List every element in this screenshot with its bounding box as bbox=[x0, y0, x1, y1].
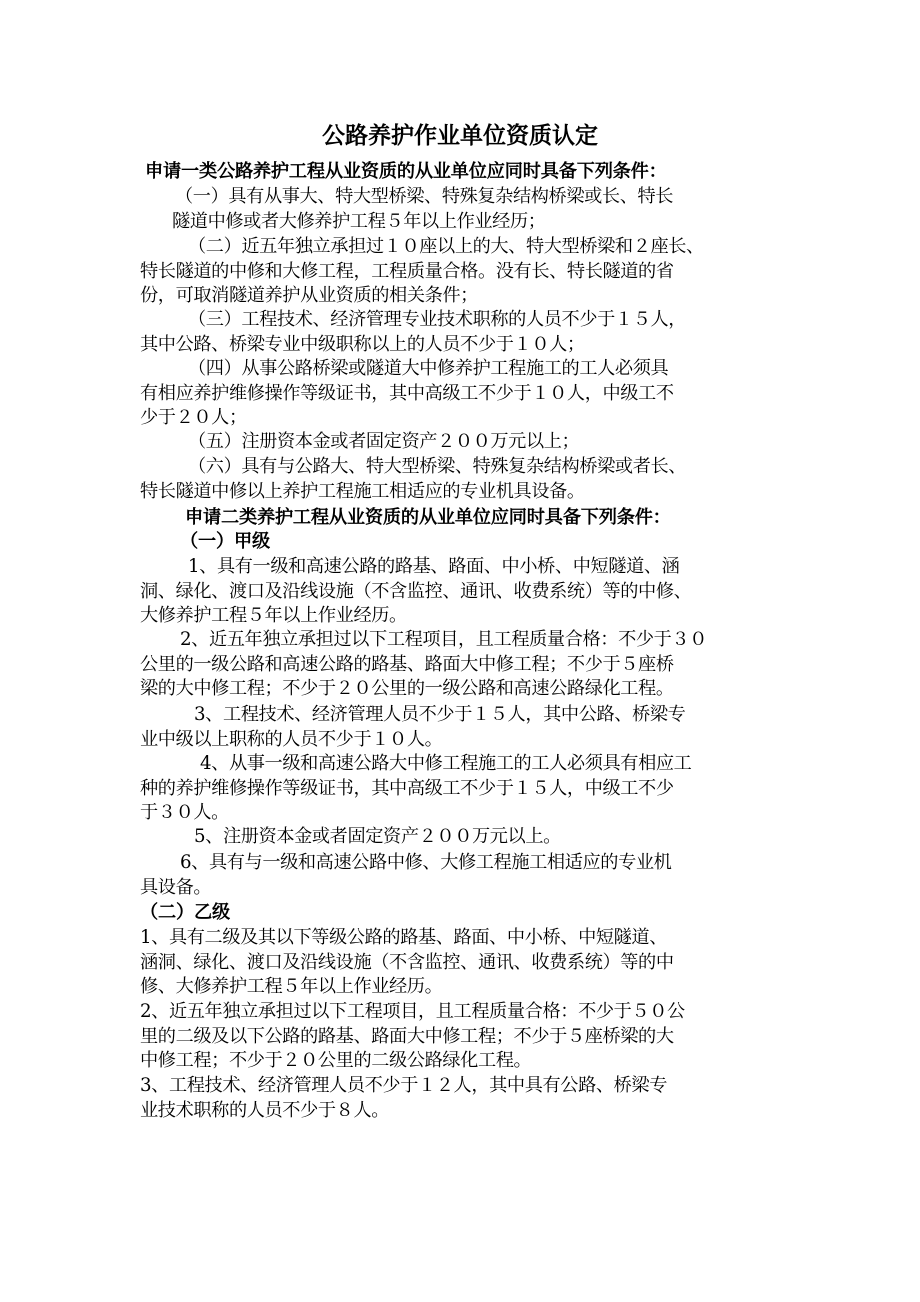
line: （五）注册资本金或者固定资产２００万元以上； bbox=[188, 431, 580, 452]
grade-a-item-4 bbox=[140, 752, 780, 826]
line: （六）具有与公路大、特大型桥梁、特殊复杂结构桥梁或者长、 bbox=[188, 456, 687, 477]
line: （一）具有从事大、特大型桥梁、特殊复杂结构桥梁或长、特长 bbox=[175, 186, 674, 207]
line: 特长隧道的中修和大修工程，工程质量合格。没有长、特长隧道的省 bbox=[140, 260, 674, 282]
line: 种的养护维修操作等级证书，其中高级工不少于１５人，中级工不少 bbox=[140, 777, 674, 799]
class1-item-4 bbox=[140, 357, 780, 431]
line: 有相应养护维修操作等级证书，其中高级工不少于１０人，中级工不 bbox=[140, 382, 674, 404]
grade-b-item-1 bbox=[140, 926, 780, 1000]
line: 2、近五年独立承担过以下工程项目，且工程质量合格：不少于３０ bbox=[180, 629, 708, 650]
line: 份，可取消隧道养护从业资质的相关条件； bbox=[140, 285, 478, 306]
class1-item-2 bbox=[140, 235, 780, 309]
page-title: 公路养护作业单位资质认定 bbox=[322, 123, 598, 149]
line: 1、具有一级和高速公路的路基、路面、中小桥、中短隧道、涵 bbox=[188, 556, 680, 577]
grade-b-item-2 bbox=[140, 1000, 780, 1074]
class2-heading: 申请二类养护工程从业资质的从业单位应同时具备下列条件： bbox=[185, 507, 671, 528]
class1-item-6 bbox=[140, 455, 780, 504]
line: 5、注册资本金或者固定资产２００万元以上。 bbox=[194, 826, 561, 847]
line: 6、具有与一级和高速公路中修、大修工程施工相适应的专业机 bbox=[180, 852, 672, 873]
line: 少于２０人； bbox=[140, 407, 247, 428]
line: 修、大修养护工程５年以上作业经历。 bbox=[140, 976, 443, 997]
line: （三）工程技术、经济管理专业技术职称的人员不少于１５人， bbox=[188, 309, 687, 330]
grade-b-item-3 bbox=[140, 1074, 780, 1123]
line: 梁的大中修工程；不少于２０公里的一级公路和高速公路绿化工程。 bbox=[140, 678, 674, 699]
line: 业中级以上职称的人员不少于１０人。 bbox=[140, 728, 443, 750]
line: 业技术职称的人员不少于８人。 bbox=[140, 1099, 390, 1121]
line: 于３０人。 bbox=[140, 802, 229, 823]
class1-item-5 bbox=[140, 430, 780, 455]
line: 1、具有二级及其以下等级公路的路基、路面、中小桥、中短隧道、 bbox=[140, 927, 668, 948]
line: 具设备。 bbox=[140, 876, 212, 898]
grade-a-item-6 bbox=[140, 851, 780, 900]
line: （四）从事公路桥梁或隧道大中修养护工程施工的工人必须具 bbox=[188, 358, 669, 379]
line: 4、从事一级和高速公路大中修工程施工的工人必须具有相应工 bbox=[200, 753, 692, 774]
line: 3、工程技术、经济管理人员不少于１２人，其中具有公路、桥梁专 bbox=[140, 1075, 668, 1096]
class1-item-1 bbox=[140, 185, 780, 234]
line: 2、近五年独立承担过以下工程项目，且工程质量合格：不少于５０公 bbox=[140, 1001, 685, 1022]
line: 洞、绿化、渡口及沿线设施（不含监控、通讯、收费系统）等的中修、 bbox=[140, 580, 692, 602]
line: 其中公路、桥梁专业中级职称以上的人员不少于１０人； bbox=[140, 333, 585, 355]
line: 中修工程；不少于２０公里的二级公路绿化工程。 bbox=[140, 1050, 532, 1071]
line: 3、工程技术、经济管理人员不少于１５人，其中公路、桥梁专 bbox=[194, 704, 686, 725]
line: 大修养护工程５年以上作业经历。 bbox=[140, 605, 407, 626]
line: 公里的一级公路和高速公路的路基、路面大中修工程；不少于５座桥 bbox=[140, 653, 674, 675]
grade-a-item-1 bbox=[140, 555, 780, 629]
grade-b-heading: （二）乙级 bbox=[140, 902, 230, 923]
line: （二）近五年独立承担过１０座以上的大、特大型桥梁和２座长、 bbox=[188, 236, 704, 257]
grade-a-item-5 bbox=[140, 825, 780, 850]
grade-a-item-3 bbox=[140, 703, 780, 752]
grade-a-item-2 bbox=[140, 628, 780, 702]
line: 特长隧道中修以上养护工程施工相适应的专业机具设备。 bbox=[140, 480, 585, 502]
grade-a-heading: （一）甲级 bbox=[180, 531, 270, 552]
class1-item-3 bbox=[140, 308, 780, 357]
line: 涵洞、绿化、渡口及沿线设施（不含监控、通讯、收费系统）等的中 bbox=[140, 951, 674, 973]
line: 里的二级及以下公路的路基、路面大中修工程；不少于５座桥梁的大 bbox=[140, 1025, 674, 1047]
line: 隧道中修或者大修养护工程５年以上作业经历； bbox=[172, 210, 546, 232]
class1-heading: 申请一类公路养护工程从业资质的从业单位应同时具备下列条件： bbox=[145, 161, 667, 182]
